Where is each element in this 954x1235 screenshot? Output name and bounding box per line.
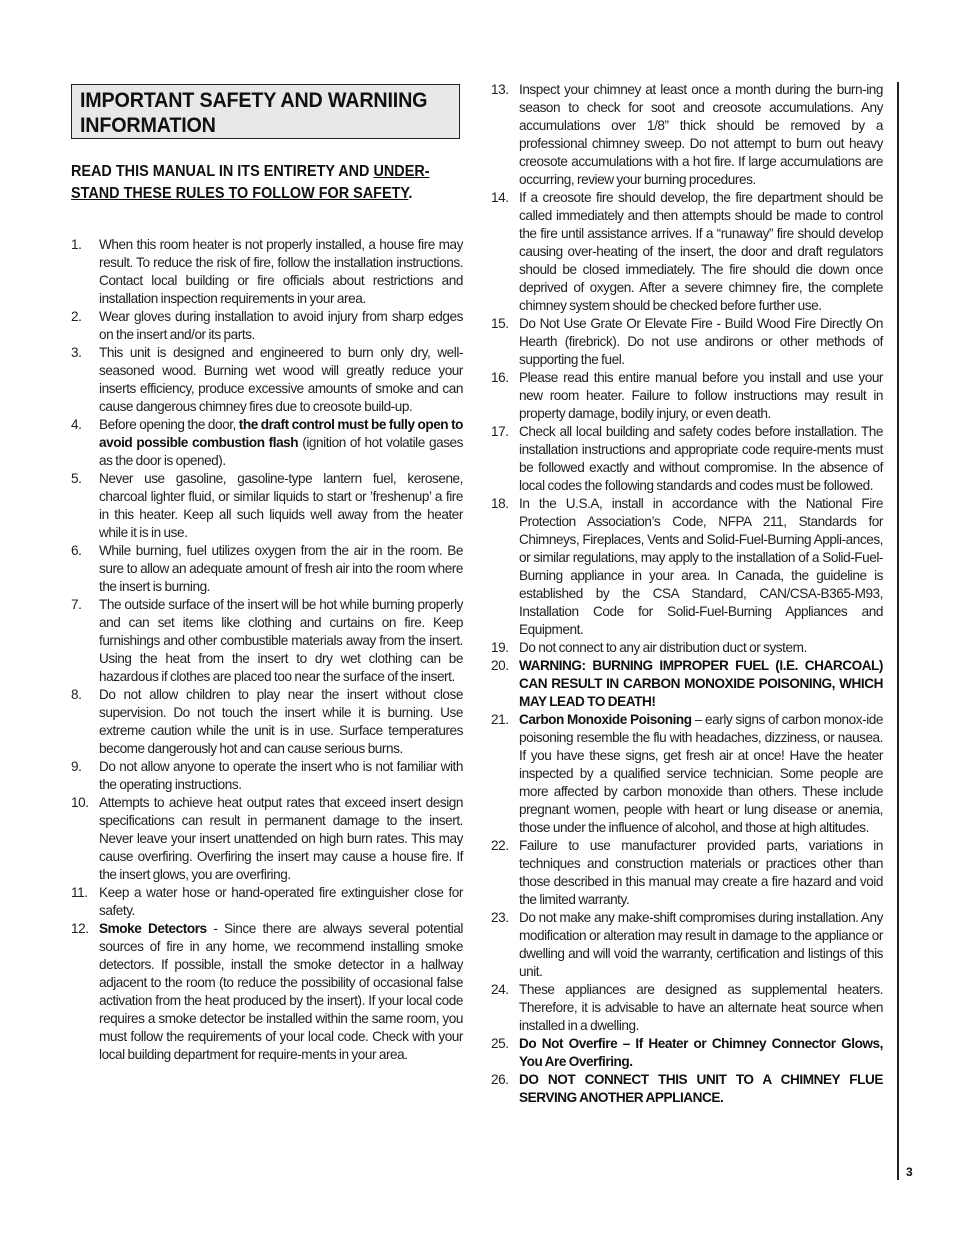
item-number: 2. — [71, 309, 82, 324]
list-item — [491, 711, 883, 837]
item-number: 20. — [491, 658, 509, 673]
item-number: 23. — [491, 910, 509, 925]
item-text-bold: WARNING: BURNING IMPROPER FUEL (I.E. CHARCOAL) CAN RESULT IN CARBON MONOXIDE POISONING, WHICH MAY LEAD TO DEATH! — [519, 658, 883, 709]
list-item — [491, 369, 883, 423]
item-number: 22. — [491, 838, 509, 853]
list-item — [491, 909, 883, 981]
intro-lead: READ THIS MANUAL IN ITS ENTIRETY AND — [71, 163, 374, 180]
list-item — [71, 236, 463, 308]
item-number: 6. — [71, 543, 82, 558]
item-text: Please read this entire manual before you install and use your new room heater. Failure to follow instructions may result in property damage, bodily injury, or even death. — [519, 370, 883, 421]
item-text: Never use gasoline, gasoline-type lantern fuel, kerosene, charcoal lighter fluid, or similar liquids to start or ’freshenup’ a fire in this heater. Keep all such liquids well away from the heater while it is in use. — [99, 471, 463, 540]
list-item — [71, 884, 463, 920]
item-number: 5. — [71, 471, 82, 486]
item-text: - Since there are always several potential sources of fire in any home, we recommend installing smoke detectors. If possible, install the smoke detector in a hallway adjacent to the room (to reduce the possibility of occasional false activation from the heat produced by the insert). If your local code requires a smoke detector be installed within the same room, you must follow the requirements of your local code. Check with your local building department for require-ments in your area. — [99, 921, 463, 1062]
list-item — [71, 794, 463, 884]
item-number: 9. — [71, 759, 82, 774]
column-rule — [897, 82, 899, 1180]
item-text: (ignition of hot volatile gases as the door is opened). — [99, 435, 463, 468]
item-text: Attempts to achieve heat output rates that exceed insert design specifications can result in permanent damage to the insert. Never leave your insert unattended on high burn rates. This may cause overfiring. Overfiring the insert may cause a house fire. If the insert glows, you are overfiring. — [99, 795, 463, 882]
item-text-bold: Do Not Overfire – If Heater or Chimney Connector Glows, You Are Overfiring. — [519, 1036, 883, 1069]
item-text: Inspect your chimney at least once a month during the burn-ing season to check for soot and creosote accumulations. Any accumulations over 1/8” thick should be removed by a professional chimney sweep. Do not attempt to burn out heavy creosote accumulations with a hot fire. If large accumulations are occurring, review your burning procedures. — [519, 82, 883, 187]
item-text-bold: Smoke Detectors — [99, 921, 207, 936]
item-number: 17. — [491, 424, 509, 439]
section-title: IMPORTANT SAFETY AND WARNIING INFORMATION — [80, 89, 428, 137]
item-number: 21. — [491, 712, 509, 727]
item-number: 18. — [491, 496, 509, 511]
item-text: Keep a water hose or hand-operated fire extinguisher close for safety. — [99, 885, 463, 918]
list-item — [491, 1071, 883, 1107]
list-item — [491, 315, 883, 369]
list-item — [71, 686, 463, 758]
item-number: 16. — [491, 370, 509, 385]
item-text: Do not connect to any air distribution duct or system. — [519, 640, 807, 655]
list-item — [491, 189, 883, 315]
item-text: Failure to use manufacturer provided parts, variations in techniques and construction materials or practices other than those described in this manual may create a fire hazard and void the limited warranty. — [519, 838, 883, 907]
list-item — [491, 639, 883, 657]
item-text: In the U.S.A, install in accordance with the National Fire Protection Association’s Code, NFPA 211, Standards for Chimneys, Fireplaces, Vents and Solid-Fuel-Burning Appli-ances, or similar regulations, may apply to the installation of a Solid-Fuel-Burning appliance in your area. In Canada, the guideline is established by the CSA Standard, CAN/CSA-B365-M93, Installation Code for Solid-Fuel-Burning Appliances and Equipment. — [519, 496, 883, 637]
page-number: 3 — [906, 1165, 913, 1179]
list-item — [71, 758, 463, 794]
item-text: Do not allow anyone to operate the insert who is not familiar with the operating instructions. — [99, 759, 463, 792]
item-text-bold: the draft control must be fully open to avoid possible combustion flash — [99, 417, 463, 450]
item-text: The outside surface of the insert will be hot while burning properly and can set items like clothing and curtains on fire. Keep furnishings and other combustible materials away from the insert. Using the heat from the insert to dry wet clothing can be hazardous if clothes are placed too near the surface of the insert. — [99, 597, 463, 684]
item-text: Check all local building and safety codes before installation. The installation instructions and appropriate code require-ments must be followed exactly and without compromise. In the absence of local codes the following standards and codes must be followed. — [519, 424, 883, 493]
list-item — [71, 416, 463, 470]
item-number: 13. — [491, 82, 509, 97]
list-item — [491, 1035, 883, 1071]
safety-list-left — [71, 236, 463, 1064]
item-text: Do not make any make-shift compromises during installation. Any modification or alteration may result in damage to the appliance or dwelling and will void the warranty, certification and listings of this unit. — [519, 910, 883, 979]
safety-list-right — [491, 81, 883, 1107]
item-text: When this room heater is not properly installed, a house fire may result. To reduce the risk of fire, follow the installation instructions. Contact local building or fire officials about restrictions and installation inspection requirements in your area. — [99, 237, 463, 306]
item-text: Before opening the door, — [99, 417, 239, 432]
list-item — [71, 308, 463, 344]
item-text: – early signs of carbon monox-ide poisoning resemble the flu with headaches, dizziness, or nausea. If you have these signs, get fresh air at once! Have the heater inspected by a qualified service technician. Some people are more affected by carbon monoxide than others. These include pregnant women, people with heart or lung disease or anemia, those under the influence of alcohol, and those at high altitudes. — [519, 712, 883, 835]
item-text: These appliances are designed as supplemental heaters. Therefore, it is advisable to have an alternate heat source when installed in a dwelling. — [519, 982, 883, 1033]
item-text-bold: DO NOT CONNECT THIS UNIT TO A CHIMNEY FLUE SERVING ANOTHER APPLIANCE. — [519, 1072, 883, 1105]
item-number: 7. — [71, 597, 82, 612]
intro-end: . — [408, 185, 413, 202]
list-item — [71, 596, 463, 686]
list-item — [491, 81, 883, 189]
item-text: If a creosote fire should develop, the fire department should be called immediately and then attempts should be made to control the fire until assistance arrives. If a “runaway” fire should develop causing over-heating of the insert, the door and draft regulators should be closed immediately. The fire should die down once deprived of oxygen. After a severe chimney fire, the complete chimney system should be checked before further use. — [519, 190, 883, 313]
item-number: 26. — [491, 1072, 509, 1087]
intro-underlined: UNDER-STAND THESE RULES TO FOLLOW FOR SAFETY — [71, 163, 430, 202]
item-number: 15. — [491, 316, 509, 331]
list-item — [491, 837, 883, 909]
item-number: 12. — [71, 921, 89, 936]
item-number: 8. — [71, 687, 82, 702]
item-text: Do Not Use Grate Or Elevate Fire - Build Wood Fire Directly On Hearth (firebrick). Do not use andirons or other methods of supporting the fuel. — [519, 316, 883, 367]
item-text: Do not allow children to play near the insert without close supervision. Do not touch the insert while it is burning. Use extreme caution while the unit is in use. Surface temperatures become dangerously hot and can cause serious burns. — [99, 687, 463, 756]
list-item — [491, 423, 883, 495]
list-item — [491, 495, 883, 639]
intro-statement — [71, 161, 462, 205]
item-text-bold: Carbon Monoxide Poisoning — [519, 712, 692, 727]
list-item — [491, 981, 883, 1035]
item-number: 14. — [491, 190, 509, 205]
list-item — [71, 920, 463, 1064]
list-item — [71, 542, 463, 596]
item-number: 10. — [71, 795, 89, 810]
list-item — [71, 344, 463, 416]
item-text: This unit is designed and engineered to burn only dry, well-seasoned wood. Burning wet wood will greatly reduce your inserts efficiency, produce excessive amounts of smoke and can cause dangerous chimney fires due to creosote build-up. — [99, 345, 463, 414]
section-title-box — [71, 84, 460, 139]
item-number: 1. — [71, 237, 82, 252]
item-number: 3. — [71, 345, 82, 360]
item-number: 11. — [71, 885, 88, 900]
list-item — [71, 470, 463, 542]
item-text: While burning, fuel utilizes oxygen from the air in the room. Be sure to allow an adequate amount of fresh air into the room where the insert is burning. — [99, 543, 463, 594]
item-number: 25. — [491, 1036, 509, 1051]
list-item — [491, 657, 883, 711]
item-number: 19. — [491, 640, 509, 655]
item-text: Wear gloves during installation to avoid injury from sharp edges on the insert and/or its parts. — [99, 309, 463, 342]
item-number: 24. — [491, 982, 509, 997]
item-number: 4. — [71, 417, 82, 432]
